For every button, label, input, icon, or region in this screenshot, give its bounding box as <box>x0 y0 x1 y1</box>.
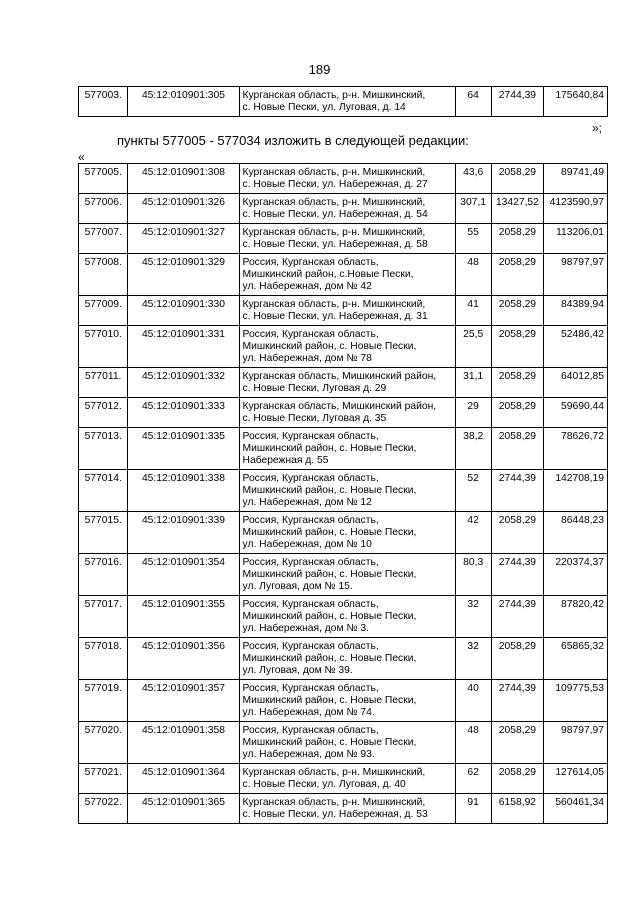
address-line: Мишкинский район, с. Новые Пески, <box>242 569 417 580</box>
rate-cell: 2058,29 <box>491 398 543 428</box>
address-cell <box>239 254 455 296</box>
cadastral-number-cell: 45:12:010901:305 <box>128 87 239 117</box>
address-line: с. Новые Пески, ул. Набережная, д. 27 <box>242 179 428 190</box>
value-cell: 89741,49 <box>544 164 608 194</box>
area-cell: 307,1 <box>455 194 491 224</box>
area-cell: 25,5 <box>455 326 491 368</box>
cadastral-number-cell: 45:12:010901:357 <box>128 680 239 722</box>
table-row <box>79 87 608 117</box>
address-line: Россия, Курганская область, <box>242 257 379 268</box>
table-row <box>79 194 608 224</box>
main-table-body <box>79 164 608 824</box>
area-cell: 62 <box>455 764 491 794</box>
table-row <box>79 470 608 512</box>
table-row <box>79 596 608 638</box>
address-line: ул. Набережная, дом № 93. <box>242 749 375 760</box>
cadastral-number-cell: 45:12:010901:354 <box>128 554 239 596</box>
address-line: Курганская область, Мишкинский район, <box>242 401 437 412</box>
area-cell: 41 <box>455 296 491 326</box>
table-row <box>79 368 608 398</box>
rate-cell: 2058,29 <box>491 224 543 254</box>
value-cell: 560461,34 <box>544 794 608 824</box>
address-line: Россия, Курганская область, <box>242 725 379 736</box>
cadastral-number-cell: 45:12:010901:327 <box>128 224 239 254</box>
rate-cell: 2744,39 <box>491 680 543 722</box>
value-cell: 84389,94 <box>544 296 608 326</box>
rate-cell: 2058,29 <box>491 428 543 470</box>
cadastral-number-cell: 45:12:010901:339 <box>128 512 239 554</box>
address-cell <box>239 638 455 680</box>
cadastral-number-cell: 45:12:010901:358 <box>128 722 239 764</box>
address-line: с. Новые Пески, ул. Набережная, д. 53 <box>242 809 428 820</box>
area-cell: 31,1 <box>455 368 491 398</box>
address-cell <box>239 398 455 428</box>
address-cell <box>239 87 455 117</box>
area-cell: 52 <box>455 470 491 512</box>
page-number: 189 <box>308 62 331 77</box>
area-cell: 64 <box>455 87 491 117</box>
area-cell: 29 <box>455 398 491 428</box>
address-line: с. Новые Пески, Луговая д. 35 <box>242 413 387 424</box>
value-cell: 109775,53 <box>544 680 608 722</box>
area-cell: 43,6 <box>455 164 491 194</box>
address-cell <box>239 722 455 764</box>
address-line: Россия, Курганская область, <box>242 515 379 526</box>
address-line: Мишкинский район, с. Новые Пески, <box>242 485 417 496</box>
rate-cell: 2058,29 <box>491 764 543 794</box>
rate-cell: 2744,39 <box>491 87 543 117</box>
row-number-cell: 577021. <box>79 764 128 794</box>
table-row <box>79 794 608 824</box>
value-cell: 87820,42 <box>544 596 608 638</box>
address-cell <box>239 368 455 398</box>
row-number-cell: 577018. <box>79 638 128 680</box>
rate-cell: 2058,29 <box>491 722 543 764</box>
table-row <box>79 224 608 254</box>
address-line: с. Новые Пески, Луговая д. 29 <box>242 383 387 394</box>
address-line: Россия, Курганская область, <box>242 557 379 568</box>
row-number-cell: 577019. <box>79 680 128 722</box>
address-line: ул. Луговая, дом № 15. <box>242 581 353 592</box>
main-table <box>78 163 608 824</box>
row-number-cell: 577012. <box>79 398 128 428</box>
area-cell: 55 <box>455 224 491 254</box>
rate-cell: 2058,29 <box>491 164 543 194</box>
address-cell <box>239 554 455 596</box>
address-line: Россия, Курганская область, <box>242 641 379 652</box>
address-line: Курганская область, р-н. Мишкинский, <box>242 167 426 178</box>
address-line: Курганская область, Мишкинский район, <box>242 371 437 382</box>
cadastral-number-cell: 45:12:010901:330 <box>128 296 239 326</box>
row-number-cell: 577014. <box>79 470 128 512</box>
cadastral-number-cell: 45:12:010901:338 <box>128 470 239 512</box>
value-cell: 52486,42 <box>544 326 608 368</box>
address-line: Мишкинский район, с. Новые Пески, <box>242 653 417 664</box>
rate-cell: 2058,29 <box>491 368 543 398</box>
address-line: с. Новые Пески, ул. Луговая, д. 40 <box>242 779 406 790</box>
address-line: Курганская область, р-н. Мишкинский, <box>242 227 426 238</box>
table-row <box>79 326 608 368</box>
address-line: ул. Набережная, дом № 78 <box>242 353 372 364</box>
table-row <box>79 254 608 296</box>
address-cell <box>239 296 455 326</box>
address-line: Мишкинский район, с. Новые Пески, <box>242 695 417 706</box>
address-line: с. Новые Пески, ул. Набережная, д. 54 <box>242 209 428 220</box>
table-row <box>79 554 608 596</box>
address-cell <box>239 164 455 194</box>
address-line: Мишкинский район, с. Новые Пески, <box>242 737 417 748</box>
value-cell: 78626,72 <box>544 428 608 470</box>
area-cell: 80,3 <box>455 554 491 596</box>
value-cell: 86448,23 <box>544 512 608 554</box>
table-row <box>79 164 608 194</box>
rate-cell: 13427,52 <box>491 194 543 224</box>
value-cell: 64012,85 <box>544 368 608 398</box>
address-line: ул. Луговая, дом № 39. <box>242 665 353 676</box>
address-line: Курганская область, р-н. Мишкинский, <box>242 197 426 208</box>
value-cell: 4123590,97 <box>544 194 608 224</box>
value-cell: 113206,01 <box>544 224 608 254</box>
cadastral-number-cell: 45:12:010901:365 <box>128 794 239 824</box>
address-line: Курганская область, р-н. Мишкинский, <box>242 90 426 101</box>
table-row <box>79 638 608 680</box>
address-cell <box>239 680 455 722</box>
area-cell: 32 <box>455 638 491 680</box>
row-number-cell: 577008. <box>79 254 128 296</box>
address-line: ул. Набережная, дом № 12 <box>242 497 372 508</box>
rate-cell: 2058,29 <box>491 638 543 680</box>
address-cell <box>239 596 455 638</box>
rate-cell: 2058,29 <box>491 254 543 296</box>
row-number-cell: 577020. <box>79 722 128 764</box>
value-cell: 142708,19 <box>544 470 608 512</box>
address-cell <box>239 428 455 470</box>
address-line: Курганская область, р-н. Мишкинский, <box>242 299 426 310</box>
value-cell: 98797,97 <box>544 722 608 764</box>
value-cell: 65865,32 <box>544 638 608 680</box>
row-number-cell: 577009. <box>79 296 128 326</box>
value-cell: 220374,37 <box>544 554 608 596</box>
row-number-cell: 577016. <box>79 554 128 596</box>
row-number-cell: 577017. <box>79 596 128 638</box>
value-cell: 98797,97 <box>544 254 608 296</box>
row-number-cell: 577005. <box>79 164 128 194</box>
value-cell: 127614,05 <box>544 764 608 794</box>
value-cell: 59690,44 <box>544 398 608 428</box>
address-line: ул. Набережная, дом № 10 <box>242 539 372 550</box>
row-number-cell: 577007. <box>79 224 128 254</box>
instruction-text: пункты 577005 - 577034 изложить в следующей редакции: <box>117 133 469 148</box>
address-line: с. Новые Пески, ул. Набережная, д. 31 <box>242 311 428 322</box>
rate-cell: 6158,92 <box>491 794 543 824</box>
address-line: Курганская область, р-н. Мишкинский, <box>242 767 426 778</box>
address-line: Россия, Курганская область, <box>242 683 379 694</box>
table-row <box>79 296 608 326</box>
area-cell: 32 <box>455 596 491 638</box>
row-number-cell: 577006. <box>79 194 128 224</box>
address-cell <box>239 794 455 824</box>
row-number-cell: 577015. <box>79 512 128 554</box>
rate-cell: 2744,39 <box>491 470 543 512</box>
address-cell <box>239 764 455 794</box>
row-number-cell: 577013. <box>79 428 128 470</box>
address-line: Россия, Курганская область, <box>242 473 379 484</box>
area-cell: 38,2 <box>455 428 491 470</box>
area-cell: 40 <box>455 680 491 722</box>
cadastral-number-cell: 45:12:010901:308 <box>128 164 239 194</box>
cadastral-number-cell: 45:12:010901:331 <box>128 326 239 368</box>
row-number-cell: 577003. <box>79 87 128 117</box>
table-row <box>79 722 608 764</box>
rate-cell: 2744,39 <box>491 554 543 596</box>
cadastral-number-cell: 45:12:010901:335 <box>128 428 239 470</box>
address-cell <box>239 512 455 554</box>
row-number-cell: 577022. <box>79 794 128 824</box>
address-cell <box>239 194 455 224</box>
address-line: Мишкинский район, с.Новые Пески, <box>242 269 414 280</box>
rate-cell: 2058,29 <box>491 326 543 368</box>
address-cell <box>239 470 455 512</box>
address-cell <box>239 326 455 368</box>
rate-cell: 2058,29 <box>491 296 543 326</box>
cadastral-number-cell: 45:12:010901:329 <box>128 254 239 296</box>
address-line: Россия, Курганская область, <box>242 431 379 442</box>
address-line: ул. Набережная, дом № 3. <box>242 623 369 634</box>
address-line: ул. Набережная, дом № 42 <box>242 281 372 292</box>
cadastral-number-cell: 45:12:010901:332 <box>128 368 239 398</box>
address-line: Мишкинский район, с. Новые Пески, <box>242 443 417 454</box>
address-line: с. Новые Пески, ул. Луговая, д. 14 <box>242 102 406 113</box>
area-cell: 48 <box>455 722 491 764</box>
table-row <box>79 680 608 722</box>
table-row <box>79 398 608 428</box>
cadastral-number-cell: 45:12:010901:356 <box>128 638 239 680</box>
cadastral-number-cell: 45:12:010901:333 <box>128 398 239 428</box>
address-line: Россия, Курганская область, <box>242 599 379 610</box>
address-line: Набережная д. 55 <box>242 455 329 466</box>
area-cell: 91 <box>455 794 491 824</box>
address-line: Мишкинский район, с. Новые Пески, <box>242 341 417 352</box>
opening-quote: « <box>78 150 85 164</box>
top-table <box>78 86 608 117</box>
table-row <box>79 512 608 554</box>
area-cell: 48 <box>455 254 491 296</box>
rate-cell: 2058,29 <box>491 512 543 554</box>
area-cell: 42 <box>455 512 491 554</box>
cadastral-number-cell: 45:12:010901:355 <box>128 596 239 638</box>
address-line: Мишкинский район, с. Новые Пески, <box>242 611 417 622</box>
closing-quote: »; <box>592 121 603 135</box>
row-number-cell: 577011. <box>79 368 128 398</box>
address-line: Россия, Курганская область, <box>242 329 379 340</box>
value-cell: 175640,84 <box>544 87 608 117</box>
address-cell <box>239 224 455 254</box>
cadastral-number-cell: 45:12:010901:326 <box>128 194 239 224</box>
address-line: Курганская область, р-н. Мишкинский, <box>242 797 426 808</box>
address-line: Мишкинский район, с. Новые Пески, <box>242 527 417 538</box>
address-line: с. Новые Пески, ул. Набережная, д. 58 <box>242 239 428 250</box>
table-row <box>79 428 608 470</box>
table-row <box>79 764 608 794</box>
cadastral-number-cell: 45:12:010901:364 <box>128 764 239 794</box>
rate-cell: 2744,39 <box>491 596 543 638</box>
top-table-body <box>79 87 608 117</box>
address-line: ул. Набережная, дом № 74. <box>242 707 375 718</box>
row-number-cell: 577010. <box>79 326 128 368</box>
